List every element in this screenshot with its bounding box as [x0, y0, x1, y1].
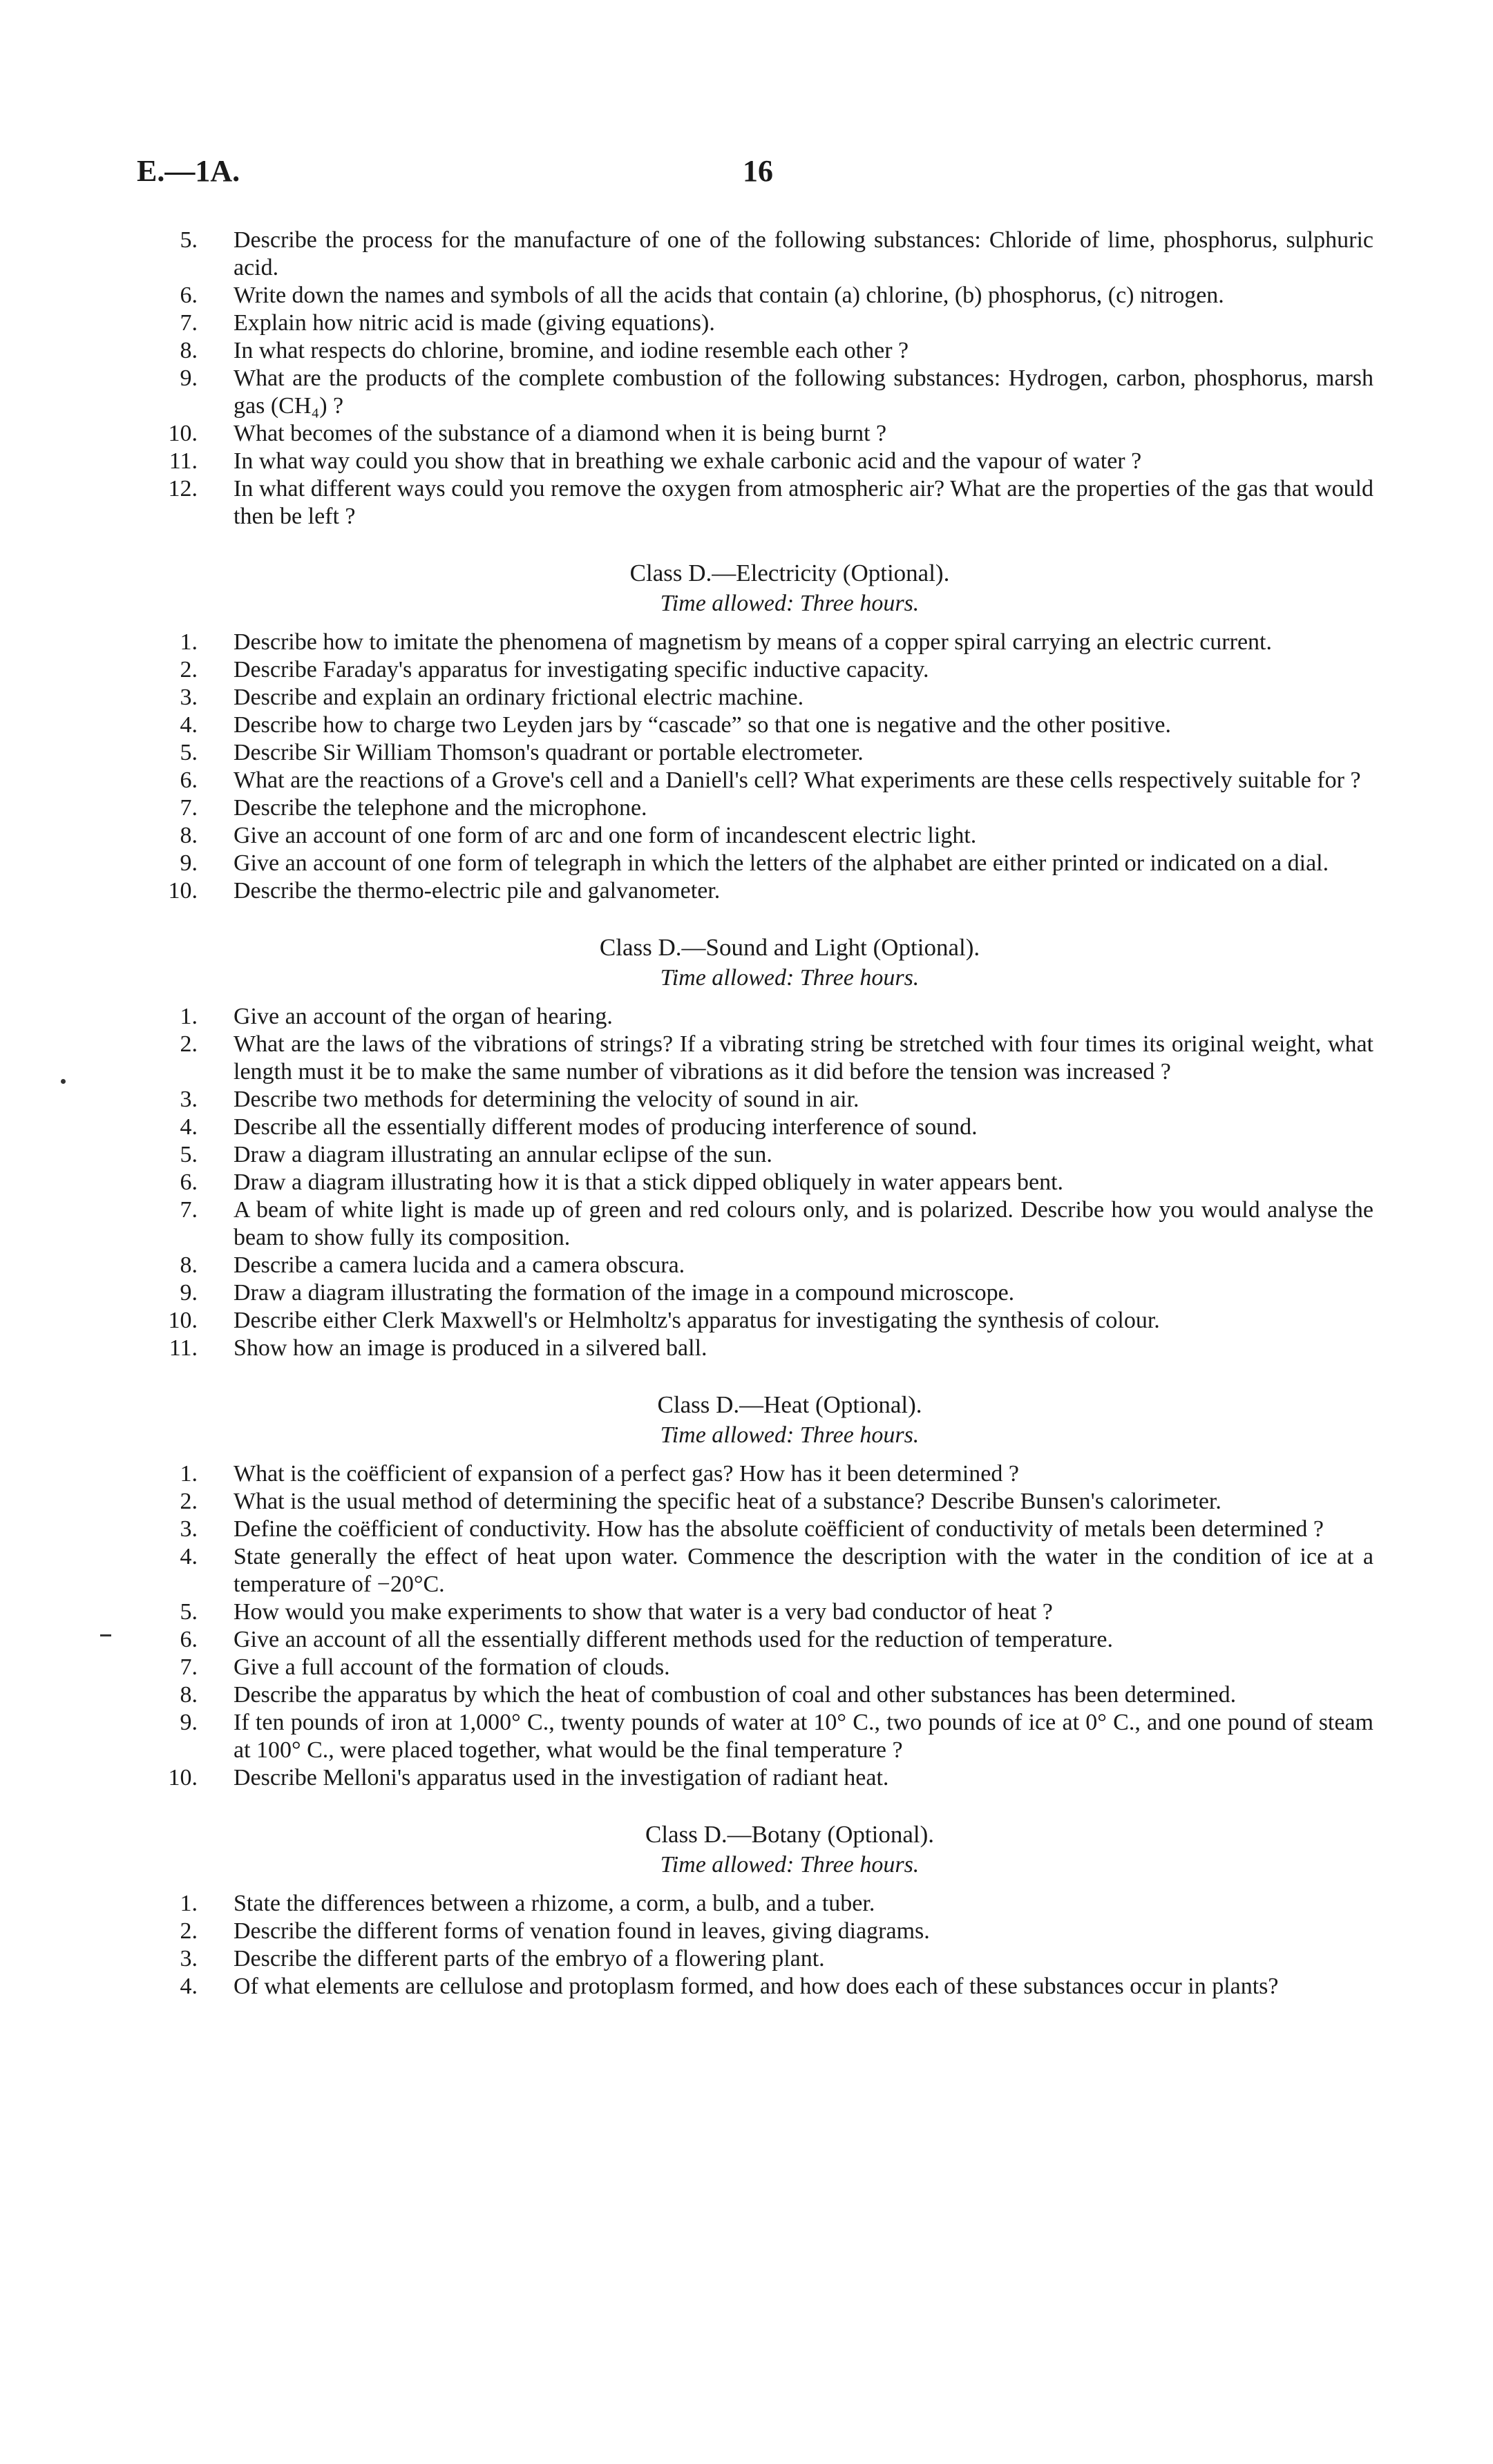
question-text: Define the coëfficient of conductivity. How has the absolute coëfficient of conductivity of metals been determined ?	[234, 1516, 1324, 1542]
question-text: What are the products of the complete combustion of the following substances: Hydrogen, carbon, phosphorus, marsh gas (CH₄) ?	[234, 365, 1373, 419]
question-number: 6.	[180, 1169, 198, 1195]
question-text: Give an account of one form of arc and one form of incandescent electric light.	[234, 823, 977, 848]
question-item	[137, 1543, 1373, 1598]
question-number: 6.	[180, 283, 198, 308]
question-text: Show how an image is produced in a silvered ball.	[234, 1335, 707, 1361]
question-number: 9.	[180, 850, 198, 876]
question-item	[137, 282, 1373, 309]
question-item	[137, 1252, 1373, 1279]
question-item	[137, 1086, 1373, 1114]
question-number: 4.	[180, 1974, 198, 1999]
question-text: In what way could you show that in breathing we exhale carbonic acid and the vapour of water ?	[234, 448, 1142, 474]
question-text: Describe the process for the manufacture of one of the following substances: Chloride of lime, phosphorus, sulphuric acid.	[234, 227, 1373, 280]
question-item	[137, 877, 1373, 905]
section-heat	[137, 1390, 1373, 1792]
question-item	[137, 739, 1373, 767]
question-number: 1.	[180, 1004, 198, 1029]
section-botany	[137, 1820, 1373, 2000]
question-number: 9.	[180, 1280, 198, 1306]
question-item	[137, 1031, 1373, 1086]
question-number: 1.	[180, 629, 198, 655]
question-text: Give a full account of the formation of clouds.	[234, 1654, 670, 1680]
question-number: 1.	[180, 1461, 198, 1487]
question-item	[137, 1460, 1373, 1488]
question-item	[137, 850, 1373, 877]
page-number: 16	[743, 154, 773, 188]
question-number: 2.	[180, 1489, 198, 1514]
question-number: 3.	[180, 1087, 198, 1112]
section-sound-and-light	[137, 933, 1373, 1362]
question-number: 9.	[180, 365, 198, 391]
question-item	[137, 1516, 1373, 1543]
question-number: 8.	[180, 1252, 198, 1278]
margin-dash	[100, 1634, 111, 1636]
question-text: Describe Sir William Thomson's quadrant or portable electrometer.	[234, 740, 864, 765]
question-number: 10.	[168, 1765, 198, 1790]
question-text: Write down the names and symbols of all the acids that contain (a) chlorine, (b) phosphorus, (c) nitrogen.	[234, 283, 1224, 308]
question-item	[137, 822, 1373, 850]
section-title: Class D.—Sound and Light (Optional).	[599, 934, 980, 961]
question-item	[137, 309, 1373, 337]
question-number: 10.	[168, 1308, 198, 1333]
question-item	[137, 1307, 1373, 1335]
question-item	[137, 1973, 1373, 2000]
question-text: Describe the telephone and the microphone.	[234, 795, 647, 821]
question-text: Describe a camera lucida and a camera obscura.	[234, 1252, 685, 1278]
question-number: 7.	[180, 1654, 198, 1680]
question-item	[137, 794, 1373, 822]
question-item	[137, 1945, 1373, 1973]
section-title: Class D.—Heat (Optional).	[657, 1391, 922, 1418]
question-number: 1.	[180, 1891, 198, 1916]
question-text: Describe Faraday's apparatus for investigating specific inductive capacity.	[234, 657, 929, 682]
question-text: Give an account of one form of telegraph in which the letters of the alphabet are either printed or indicated on a dial.	[234, 850, 1329, 876]
question-text: What are the laws of the vibrations of strings? If a vibrating string be stretched with four times its original weight, what length must it be to make the same number of vibrations as it did before the tension was increased ?	[234, 1031, 1373, 1085]
question-item	[137, 337, 1373, 365]
question-number: 5.	[180, 1599, 198, 1625]
question-number: 4.	[180, 1114, 198, 1140]
question-number: 12.	[168, 476, 198, 502]
question-number: 4.	[180, 712, 198, 738]
question-item	[137, 1681, 1373, 1709]
question-number: 3.	[180, 1946, 198, 1971]
question-number: 7.	[180, 1197, 198, 1223]
question-item	[137, 1169, 1373, 1196]
question-item	[137, 1654, 1373, 1681]
question-item	[137, 227, 1373, 282]
question-number: 11.	[169, 1335, 198, 1361]
question-number: 6.	[180, 767, 198, 793]
question-text: A beam of white light is made up of green and red colours only, and is polarized. Describe how you would analyse the beam to show fully its composition.	[234, 1197, 1373, 1250]
question-item	[137, 1279, 1373, 1307]
time-allowed: Time allowed: Three hours.	[660, 1852, 920, 1878]
section-title: Class D.—Electricity (Optional).	[629, 560, 950, 586]
question-text: In what respects do chlorine, bromine, and iodine resemble each other ?	[234, 338, 909, 363]
time-allowed: Time allowed: Three hours.	[660, 1422, 920, 1448]
question-number: 5.	[180, 740, 198, 765]
question-number: 4.	[180, 1544, 198, 1569]
question-number: 8.	[180, 338, 198, 363]
question-text: Give an account of all the essentially different methods used for the reduction of temperature.	[234, 1627, 1113, 1652]
question-text: Describe two methods for determining the velocity of sound in air.	[234, 1087, 859, 1112]
question-number: 10.	[168, 421, 198, 446]
section-electricity	[137, 558, 1373, 905]
question-item	[137, 684, 1373, 711]
question-number: 6.	[180, 1627, 198, 1652]
document-reference: E.—1A.	[137, 154, 240, 188]
question-item	[137, 1141, 1373, 1169]
question-text: State the differences between a rhizome, a corm, a bulb, and a tuber.	[234, 1891, 875, 1916]
question-item	[137, 656, 1373, 684]
question-text: Describe the apparatus by which the heat of combustion of coal and other substances has been determined.	[234, 1682, 1237, 1708]
question-number: 7.	[180, 795, 198, 821]
question-text: In what different ways could you remove the oxygen from atmospheric air? What are the properties of the gas that would then be left ?	[234, 476, 1373, 529]
question-number: 2.	[180, 1918, 198, 1944]
question-item	[137, 1918, 1373, 1945]
question-text: Draw a diagram illustrating the formation of the image in a compound microscope.	[234, 1280, 1015, 1306]
question-item	[137, 475, 1373, 531]
time-allowed: Time allowed: Three hours.	[660, 965, 920, 991]
question-number: 3.	[180, 1516, 198, 1542]
question-item	[137, 1003, 1373, 1031]
question-number: 5.	[180, 227, 198, 253]
question-text: What becomes of the substance of a diamond when it is being burnt ?	[234, 421, 887, 446]
question-item	[137, 1890, 1373, 1918]
question-text: Describe either Clerk Maxwell's or Helmholtz's apparatus for investigating the synthesis of colour.	[234, 1308, 1160, 1333]
question-text: Describe the different parts of the embryo of a flowering plant.	[234, 1946, 825, 1971]
question-text: Describe how to charge two Leyden jars by “cascade” so that one is negative and the other positive.	[234, 712, 1172, 738]
question-item	[137, 1598, 1373, 1626]
question-item	[137, 420, 1373, 448]
question-text: Describe the different forms of venation found in leaves, giving diagrams.	[234, 1918, 930, 1944]
question-item	[137, 629, 1373, 656]
question-item	[137, 1196, 1373, 1252]
question-text: What is the coëfficient of expansion of a perfect gas? How has it been determined ?	[234, 1461, 1019, 1487]
question-item	[137, 1114, 1373, 1141]
question-text: Describe how to imitate the phenomena of magnetism by means of a copper spiral carrying an electric current.	[234, 629, 1272, 655]
question-item	[137, 365, 1373, 420]
question-text: How would you make experiments to show that water is a very bad conductor of heat ?	[234, 1599, 1053, 1625]
question-number: 3.	[180, 685, 198, 710]
section-title: Class D.—Botany (Optional).	[645, 1821, 935, 1848]
question-number: 8.	[180, 1682, 198, 1708]
question-text: Describe Melloni's apparatus used in the investigation of radiant heat.	[234, 1765, 889, 1790]
question-text: What is the usual method of determining the specific heat of a substance? Describe Bunsen's calorimeter.	[234, 1489, 1221, 1514]
question-text: Describe and explain an ordinary frictional electric machine.	[234, 685, 804, 710]
time-allowed: Time allowed: Three hours.	[660, 591, 920, 616]
question-item	[137, 1488, 1373, 1516]
question-item	[137, 1764, 1373, 1792]
question-number: 7.	[180, 310, 198, 336]
question-number: 2.	[180, 1031, 198, 1057]
question-number: 5.	[180, 1142, 198, 1167]
question-number: 9.	[180, 1710, 198, 1735]
question-item	[137, 711, 1373, 739]
question-text: Explain how nitric acid is made (giving equations).	[234, 310, 715, 336]
question-text: If ten pounds of iron at 1,000° C., twenty pounds of water at 10° C., two pounds of ice at 0° C., and one pound of steam at 100° C., were placed together, what would be the final temperature ?	[234, 1710, 1373, 1763]
exam-content	[137, 227, 1373, 2000]
question-item	[137, 767, 1373, 794]
question-number: 11.	[169, 448, 198, 474]
question-text: Draw a diagram illustrating how it is that a stick dipped obliquely in water appears bent.	[234, 1169, 1064, 1195]
question-text: Of what elements are cellulose and protoplasm formed, and how does each of these substances occur in plants?	[234, 1974, 1279, 1999]
question-item	[137, 1335, 1373, 1362]
question-text: State generally the effect of heat upon water. Commence the description with the water in the condition of ice at a temperature of −20°C.	[234, 1544, 1373, 1597]
margin-dot	[61, 1079, 66, 1084]
question-item	[137, 1626, 1373, 1654]
question-number: 2.	[180, 657, 198, 682]
question-text: Give an account of the organ of hearing.	[234, 1004, 613, 1029]
question-text: What are the reactions of a Grove's cell and a Daniell's cell? What experiments are these cells respectively suitable for ?	[234, 767, 1361, 793]
question-item	[137, 448, 1373, 475]
question-text: Describe all the essentially different modes of producing interference of sound.	[234, 1114, 978, 1140]
question-text: Describe the thermo-electric pile and galvanometer.	[234, 878, 721, 904]
question-item	[137, 1709, 1373, 1764]
question-number: 8.	[180, 823, 198, 848]
question-list-chemistry	[137, 227, 1373, 531]
question-text: Draw a diagram illustrating an annular eclipse of the sun.	[234, 1142, 772, 1167]
question-number: 10.	[168, 878, 198, 904]
